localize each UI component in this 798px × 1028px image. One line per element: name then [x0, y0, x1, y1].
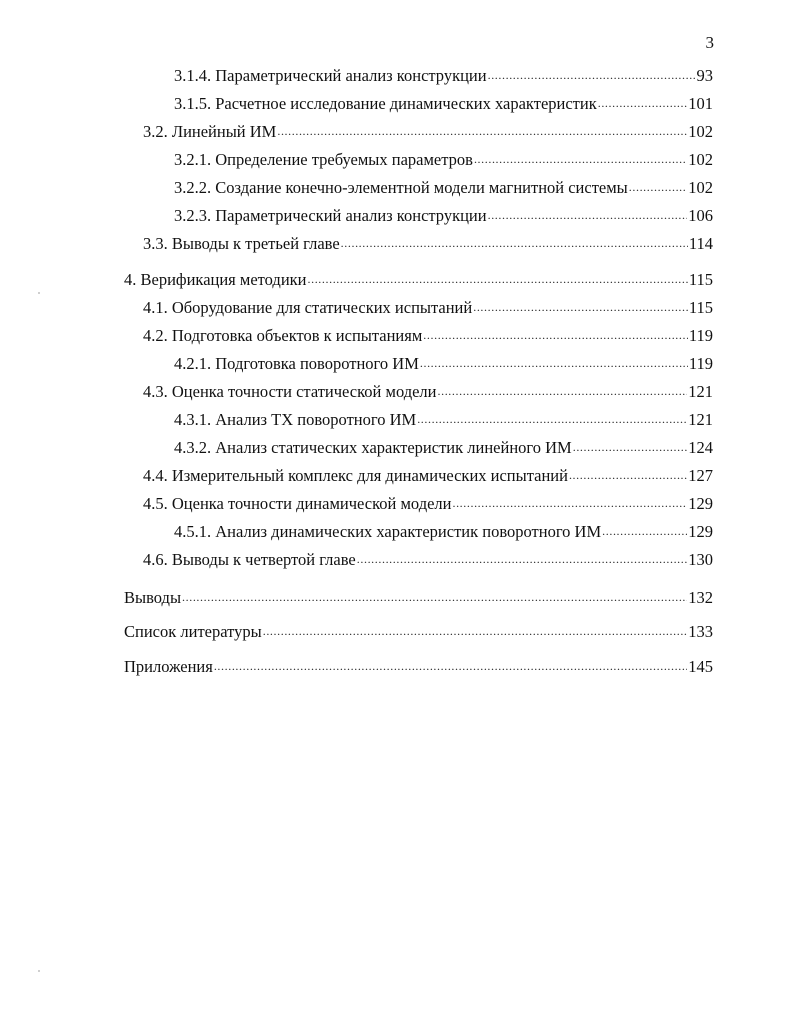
toc-entry-title: 4.1. Оборудование для статических испытаний	[143, 298, 473, 317]
toc-leader-dots	[182, 589, 687, 603]
toc-entry	[143, 466, 713, 486]
toc-entry-page: 115	[688, 298, 713, 317]
toc-leader-dots	[573, 439, 688, 453]
toc-leader-dots	[473, 299, 688, 313]
toc-leader-dots	[341, 235, 688, 249]
toc-entry-page: 102	[688, 122, 713, 141]
toc-chapter-entry	[124, 270, 713, 290]
toc-entry	[174, 522, 713, 542]
toc-chapter-entry	[124, 657, 713, 677]
toc-entry-page: 121	[688, 382, 713, 401]
toc-leader-dots	[602, 523, 687, 537]
toc-entry	[143, 326, 713, 346]
toc-entry-page: 114	[688, 234, 713, 253]
toc-leader-dots	[569, 467, 687, 481]
toc-leader-dots	[357, 551, 687, 565]
toc-entry-page: 124	[688, 438, 713, 457]
toc-leader-dots	[474, 151, 687, 165]
toc-entry-page: 129	[688, 522, 713, 541]
toc-entry-page: 119	[688, 326, 713, 345]
toc-leader-dots	[598, 95, 688, 109]
toc-entry-title: 4.3.2. Анализ статических характеристик линейного ИМ	[174, 438, 572, 457]
toc-entry	[174, 206, 713, 226]
toc-entry	[143, 550, 713, 570]
toc-leader-dots	[488, 67, 696, 81]
toc-leader-dots	[263, 623, 688, 637]
toc-entry	[174, 66, 713, 86]
scan-speck	[38, 970, 40, 972]
toc-entry-page: 127	[688, 466, 713, 485]
scan-speck	[38, 292, 40, 294]
toc-entry-title: 4.5.1. Анализ динамических характеристик поворотного ИМ	[174, 522, 602, 541]
toc-entry	[143, 382, 713, 402]
toc-entry-page: 115	[688, 270, 713, 289]
toc-entry-title: 3.2.3. Параметрический анализ конструкции	[174, 206, 487, 225]
toc-entry-title: 3.3. Выводы к третьей главе	[143, 234, 340, 253]
toc-leader-dots	[214, 658, 687, 672]
toc-entry	[174, 178, 713, 198]
toc-entry-title: 4.4. Измерительный комплекс для динамических испытаний	[143, 466, 568, 485]
toc-entry-page: 130	[688, 550, 713, 569]
toc-entry	[143, 298, 713, 318]
toc-entry-page: 102	[688, 150, 713, 169]
toc-entry-page: 102	[688, 178, 713, 197]
toc-entry-page: 101	[688, 94, 713, 113]
toc-entry-title: 4.2. Подготовка объектов к испытаниям	[143, 326, 423, 345]
toc-entry	[143, 494, 713, 514]
toc-entry-title: 4.3. Оценка точности статической модели	[143, 382, 437, 401]
toc-entry-title: 4.5. Оценка точности динамической модели	[143, 494, 452, 513]
toc-entry-title: 3.1.5. Расчетное исследование динамических характеристик	[174, 94, 597, 113]
toc-entry-title: 4. Верификация методики	[124, 270, 307, 289]
toc-entry-page: 133	[688, 622, 713, 641]
toc-leader-dots	[438, 383, 688, 397]
toc-entry	[174, 438, 713, 458]
toc-leader-dots	[308, 271, 688, 285]
page-number: 3	[705, 33, 714, 52]
toc-entry	[174, 410, 713, 430]
toc-leader-dots	[629, 179, 687, 193]
toc-leader-dots	[488, 207, 688, 221]
toc-entry	[174, 94, 713, 114]
toc-entry-title: 4.6. Выводы к четвертой главе	[143, 550, 356, 569]
toc-chapter-entry	[124, 588, 713, 608]
toc-entry-title: 3.2.2. Создание конечно-элементной модели магнитной системы	[174, 178, 628, 197]
toc-entry	[143, 122, 713, 142]
toc-entry-page: 121	[688, 410, 713, 429]
toc-entry-title: Приложения	[124, 657, 213, 676]
toc-entry-page: 119	[688, 354, 713, 373]
toc-entry-page: 93	[696, 66, 713, 85]
toc-entry-title: Список литературы	[124, 622, 262, 641]
toc-entry-page: 145	[688, 657, 713, 676]
toc-entry-page: 106	[688, 206, 713, 225]
toc-entry-page: 132	[688, 588, 713, 607]
toc-entry-title: 4.2.1. Подготовка поворотного ИМ	[174, 354, 419, 373]
toc-entry-page: 129	[688, 494, 713, 513]
toc-entry-title: 4.3.1. Анализ ТХ поворотного ИМ	[174, 410, 417, 429]
toc-leader-dots	[423, 327, 688, 341]
toc-entry-title: Выводы	[124, 588, 182, 607]
toc-entry-title: 3.2.1. Определение требуемых параметров	[174, 150, 473, 169]
toc-entry	[174, 354, 713, 374]
toc-leader-dots	[420, 355, 688, 369]
toc-entry	[174, 150, 713, 170]
toc-leader-dots	[277, 123, 687, 137]
toc-leader-dots	[452, 495, 687, 509]
toc-entry-title: 3.1.4. Параметрический анализ конструкции	[174, 66, 487, 85]
toc-leader-dots	[417, 411, 687, 425]
toc-chapter-entry	[124, 622, 713, 642]
toc-entry-title: 3.2. Линейный ИМ	[143, 122, 277, 141]
toc-entry	[143, 234, 713, 254]
